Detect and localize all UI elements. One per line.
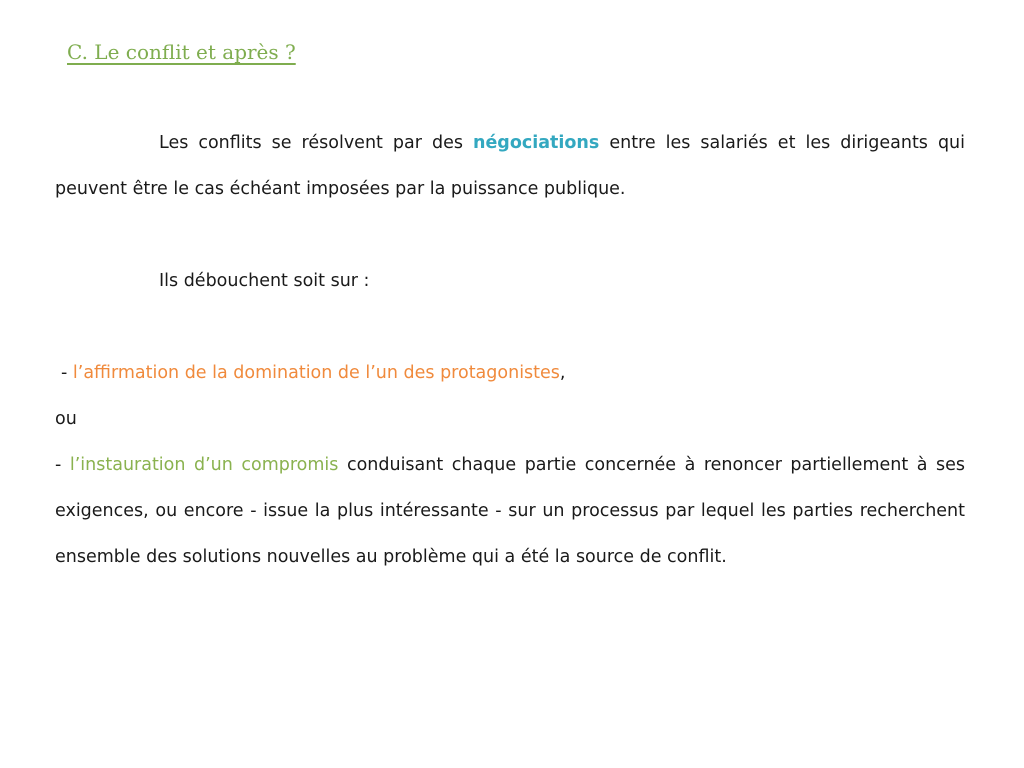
- compromis-phrase: l’instauration d’un compromis: [69, 455, 339, 475]
- paragraph1-before: Les conflits se résolvent par des: [159, 133, 473, 153]
- slide-body: [55, 120, 965, 580]
- paragraph-outcomes-intro: Ils débouchent soit sur :: [159, 271, 370, 291]
- negociations-keyword: négociations: [472, 133, 600, 153]
- affirmation-phrase: l’affirmation de la domination de l’un des protagonistes: [72, 363, 560, 383]
- paragraph1-after: entre les salariés et les dirigeants qui peuvent être le cas échéant imposées par la puissance publique.: [55, 133, 966, 199]
- list-item-compromis: [55, 442, 965, 580]
- item2-after: conduisant chaque partie concernée à renoncer partiellement à ses exigences, ou encore - issue la plus intéressante - sur un processus par lequel les parties recherchent ensemble des solutions nouvelles au problème qui a été la source de conflit.: [55, 455, 965, 567]
- item1-after: ,: [559, 363, 566, 383]
- item1-dash: -: [61, 363, 73, 383]
- spacer: [55, 212, 965, 258]
- paragraph-negociations: [55, 120, 965, 212]
- slide-title: C. Le conflit et après ?: [67, 40, 296, 64]
- connector-ou: ou: [55, 409, 77, 429]
- list-item-affirmation: [55, 350, 965, 396]
- item2-dash: -: [55, 455, 70, 475]
- spacer: [55, 304, 965, 350]
